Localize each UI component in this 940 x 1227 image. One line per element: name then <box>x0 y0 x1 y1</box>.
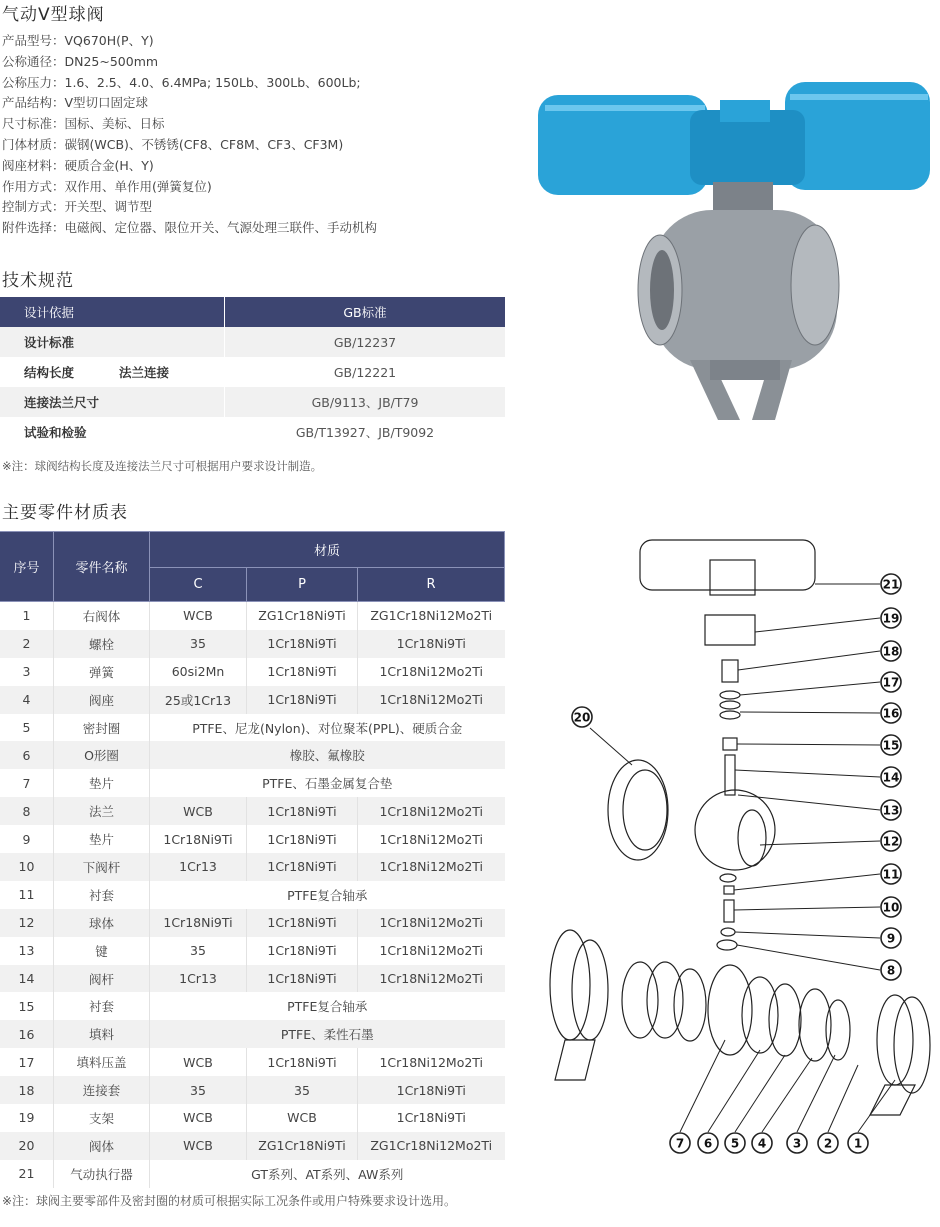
part-no-cell: 1 <box>22 608 31 624</box>
part-material-c-cell: 1Cr13 <box>150 853 247 881</box>
spec-line: 产品结构：V型切口固定球 <box>2 95 149 111</box>
part-material-c-cell: 35 <box>150 1076 247 1104</box>
actuator-photo <box>538 82 930 227</box>
part-material-span-cell: PTFE复合轴承 <box>150 992 505 1020</box>
part-no-cell: 14 <box>0 965 54 993</box>
part-material-c-cell: WCB <box>150 1132 247 1160</box>
tech-row-sublabel: 法兰连接 <box>119 357 225 387</box>
spec-line: 作用方式：双作用、单作用(弹簧复位) <box>2 178 212 194</box>
part-name-cell: 阀体 <box>54 1132 150 1160</box>
part-material-r-cell: 1Cr18Ni9Ti <box>358 1104 505 1132</box>
part-no-cell: 12 <box>0 909 54 937</box>
spec-line: 尺寸标准：国标、美标、日标 <box>2 116 165 132</box>
part-no-cell: 20 <box>0 1132 54 1160</box>
part-material-r-cell: 1Cr18Ni12Mo2Ti <box>358 965 505 993</box>
part-material-r-cell: 1Cr18Ni12Mo2Ti <box>358 853 505 881</box>
part-material-r-cell: 1Cr18Ni9Ti <box>358 1076 505 1104</box>
part-name-cell: 右阀体 <box>54 602 150 630</box>
table-row <box>0 327 505 357</box>
callout-number: 12 <box>882 834 900 849</box>
table-row <box>0 1160 505 1188</box>
part-no-cell: 15 <box>18 998 35 1014</box>
part-no-cell: 9 <box>22 831 31 847</box>
part-material-p-cell: ZG1Cr18Ni9Ti <box>247 1132 358 1160</box>
part-no-cell: 8 <box>0 797 54 825</box>
parts-note: ※注：球阀主要零部件及密封圈的材质可根据实际工况条件或用户特殊要求设计选用。 <box>2 1194 457 1208</box>
part-material-p-cell: 35 <box>247 1076 358 1104</box>
part-material-span-cell: PTFE、尼龙(Nylon)、对位聚苯(PPL)、硬质合金 <box>150 714 505 742</box>
table-row <box>0 602 505 630</box>
callout-number: 2 <box>823 1136 833 1151</box>
callout-number: 19 <box>882 611 900 626</box>
table-row <box>0 1104 505 1132</box>
callout-number: 9 <box>886 931 896 946</box>
part-material-r-cell: 1Cr18Ni12Mo2Ti <box>358 909 505 937</box>
callout-number: 16 <box>882 706 900 721</box>
part-name-cell: 阀座 <box>54 686 150 714</box>
part-name-cell: 螺栓 <box>54 630 150 658</box>
callout-number: 6 <box>703 1136 713 1151</box>
part-material-r-cell: 1Cr18Ni12Mo2Ti <box>358 1048 505 1076</box>
part-name-cell: 密封圈 <box>54 714 150 742</box>
valve-illustration <box>510 0 940 1227</box>
tech-row-label: 设计标准 <box>0 327 225 357</box>
part-name-cell: 气动执行器 <box>54 1160 150 1188</box>
part-name-cell: 法兰 <box>54 797 150 825</box>
part-no-cell: 6 <box>0 741 54 769</box>
callout-number: 18 <box>882 644 900 659</box>
valve-body-photo <box>638 210 839 420</box>
table-row <box>0 797 505 825</box>
part-material-r-cell: 1Cr18Ni12Mo2Ti <box>358 658 505 686</box>
part-material-span-cell: PTFE、石墨金属复合垫 <box>150 769 505 797</box>
callout-number: 7 <box>675 1136 685 1151</box>
tech-row-label: 连接法兰尺寸 <box>0 387 225 417</box>
table-row <box>0 357 505 387</box>
part-name-cell: O形圈 <box>54 741 150 769</box>
part-material-p-cell: 1Cr18Ni9Ti <box>247 825 358 853</box>
table-row <box>0 937 505 965</box>
part-name-cell: 球体 <box>54 909 150 937</box>
col-r-header: R <box>358 568 505 602</box>
part-material-c-cell: WCB <box>150 797 247 825</box>
table-row <box>0 1076 505 1104</box>
part-material-r-cell: 1Cr18Ni12Mo2Ti <box>358 937 505 965</box>
table-row <box>0 853 505 881</box>
callout-labels <box>572 574 901 1153</box>
part-material-r-cell: 1Cr18Ni9Ti <box>358 630 505 658</box>
table-row <box>0 1048 505 1076</box>
callout-number: 1 <box>853 1136 863 1151</box>
part-name-cell: 连接套 <box>54 1076 150 1104</box>
table-row <box>0 992 505 1020</box>
spec-line: 公称压力：1.6、2.5、4.0、6.4MPa; 150Lb、300Lb、600Lb; <box>2 74 361 90</box>
spec-line: 公称通径：DN25~500mm <box>2 53 159 69</box>
tech-note: ※注：球阀结构长度及连接法兰尺寸可根据用户要求设计制造。 <box>2 459 323 473</box>
part-no-cell: 3 <box>22 664 31 680</box>
part-material-c-cell: 35 <box>150 937 247 965</box>
part-material-p-cell: ZG1Cr18Ni9Ti <box>247 602 358 630</box>
part-no-cell: 17 <box>18 1054 35 1070</box>
tech-row-value: GB/9113、JB/T79 <box>225 387 506 417</box>
part-no-cell: 18 <box>0 1076 54 1104</box>
col-no-header: 序号 <box>0 532 54 602</box>
part-name-cell: 填料压盖 <box>54 1048 150 1076</box>
tech-heading: 技术规范 <box>2 271 74 291</box>
part-material-c-cell: 60si2Mn <box>150 658 247 686</box>
parts-heading: 主要零件材质表 <box>2 503 128 523</box>
part-name-cell: 下阀杆 <box>54 853 150 881</box>
part-no-cell: 2 <box>0 630 54 658</box>
part-material-p-cell: 1Cr18Ni9Ti <box>247 965 358 993</box>
part-name-cell: 衬套 <box>54 881 150 909</box>
table-row <box>0 965 505 993</box>
part-name-cell: 键 <box>54 937 150 965</box>
part-no-cell: 13 <box>18 943 35 959</box>
part-material-r-cell: 1Cr18Ni12Mo2Ti <box>358 797 505 825</box>
table-row <box>0 825 505 853</box>
tech-row-value: GB/T13927、JB/T9092 <box>225 417 506 447</box>
page-title: 气动V型球阀 <box>2 5 105 25</box>
table-row <box>0 417 505 447</box>
tech-row-label: 试验和检验 <box>0 417 225 447</box>
tech-row-value: GB/12237 <box>225 327 506 357</box>
part-material-span-cell: GT系列、AT系列、AW系列 <box>150 1160 505 1188</box>
part-material-c-cell: 1Cr13 <box>150 965 247 993</box>
part-name-cell: 衬套 <box>54 992 150 1020</box>
part-no-cell: 10 <box>0 853 54 881</box>
part-material-p-cell: WCB <box>247 1104 358 1132</box>
tech-header-label: 设计依据 <box>0 297 225 327</box>
part-name-cell: 垫片 <box>54 769 150 797</box>
part-name-cell: 支架 <box>54 1104 150 1132</box>
callout-number: 17 <box>882 675 900 690</box>
table-row <box>0 741 505 769</box>
callout-number: 20 <box>573 710 591 725</box>
part-no-cell: 21 <box>18 1166 35 1182</box>
part-material-p-cell: 1Cr18Ni9Ti <box>247 937 358 965</box>
callout-number: 8 <box>886 963 896 978</box>
part-material-span-cell: PTFE、柔性石墨 <box>150 1020 505 1048</box>
part-material-c-cell: 1Cr18Ni9Ti <box>150 909 247 937</box>
callout-number: 11 <box>882 867 900 882</box>
col-material-header: 材质 <box>150 532 505 568</box>
part-material-p-cell: 1Cr18Ni9Ti <box>247 686 358 714</box>
table-row <box>0 630 505 658</box>
spec-line: 附件选择：电磁阀、定位器、限位开关、气源处理三联件、手动机构 <box>2 220 378 236</box>
part-no-cell: 4 <box>0 686 54 714</box>
callout-number: 14 <box>882 770 900 785</box>
part-material-span-cell: 橡胶、氟橡胶 <box>150 741 505 769</box>
part-no-cell: 7 <box>22 775 31 791</box>
callout-number: 13 <box>882 803 900 818</box>
table-row <box>0 714 505 742</box>
parts-table <box>0 531 505 1188</box>
tech-row-value: GB/12221 <box>225 357 506 387</box>
part-material-p-cell: 1Cr18Ni9Ti <box>247 1048 358 1076</box>
spec-line: 控制方式：开关型、调节型 <box>2 199 153 215</box>
table-row <box>0 658 505 686</box>
exploded-diagram <box>550 540 930 1115</box>
col-c-header: C <box>150 568 247 602</box>
part-material-c-cell: WCB <box>150 602 247 630</box>
spec-line: 门体材质：碳钢(WCB)、不锈锈(CF8、CF8M、CF3、CF3M) <box>2 136 344 152</box>
part-material-r-cell: ZG1Cr18Ni12Mo2Ti <box>358 1132 505 1160</box>
part-no-cell: 19 <box>18 1110 35 1126</box>
table-row <box>0 909 505 937</box>
col-p-header: P <box>247 568 358 602</box>
part-material-span-cell: PTFE复合轴承 <box>150 881 505 909</box>
spec-line: 产品型号：VQ670H(P、Y) <box>2 33 154 48</box>
spec-list <box>2 31 377 239</box>
tech-header-value: GB标准 <box>225 297 506 327</box>
tech-row-label: 结构长度 <box>0 357 119 387</box>
part-material-p-cell: 1Cr18Ni9Ti <box>247 658 358 686</box>
part-no-cell: 16 <box>0 1020 54 1048</box>
parts-body <box>0 602 505 1188</box>
part-material-p-cell: 1Cr18Ni9Ti <box>247 797 358 825</box>
callout-number: 21 <box>882 577 900 592</box>
callout-number: 10 <box>882 900 900 915</box>
callout-number: 5 <box>730 1136 740 1151</box>
part-no-cell: 11 <box>18 887 35 903</box>
col-name-header: 零件名称 <box>54 532 150 602</box>
part-material-c-cell: 35 <box>150 630 247 658</box>
table-row <box>0 769 505 797</box>
part-material-p-cell: 1Cr18Ni9Ti <box>247 853 358 881</box>
callout-number: 15 <box>882 738 900 753</box>
part-no-cell: 5 <box>22 720 31 735</box>
callout-number: 3 <box>792 1136 802 1151</box>
part-name-cell: 垫片 <box>54 825 150 853</box>
part-name-cell: 填料 <box>54 1020 150 1048</box>
part-material-p-cell: 1Cr18Ni9Ti <box>247 909 358 937</box>
part-name-cell: 阀杆 <box>54 965 150 993</box>
part-material-c-cell: 25或1Cr13 <box>150 686 247 714</box>
spec-line: 阀座材料：硬质合金(H、Y) <box>2 157 154 173</box>
part-name-cell: 弹簧 <box>54 658 150 686</box>
table-row <box>0 881 505 909</box>
table-row <box>0 1132 505 1160</box>
tech-table <box>0 297 505 447</box>
table-row <box>0 387 505 417</box>
part-material-p-cell: 1Cr18Ni9Ti <box>247 630 358 658</box>
part-material-c-cell: 1Cr18Ni9Ti <box>150 825 247 853</box>
table-row <box>0 1020 505 1048</box>
part-material-r-cell: ZG1Cr18Ni12Mo2Ti <box>358 602 505 630</box>
part-material-r-cell: 1Cr18Ni12Mo2Ti <box>358 686 505 714</box>
parts-header-row <box>0 532 505 568</box>
part-material-r-cell: 1Cr18Ni12Mo2Ti <box>358 825 505 853</box>
part-material-c-cell: WCB <box>150 1104 247 1132</box>
table-row <box>0 686 505 714</box>
tech-table-header <box>0 297 505 327</box>
part-material-c-cell: WCB <box>150 1048 247 1076</box>
callout-number: 4 <box>757 1136 767 1151</box>
